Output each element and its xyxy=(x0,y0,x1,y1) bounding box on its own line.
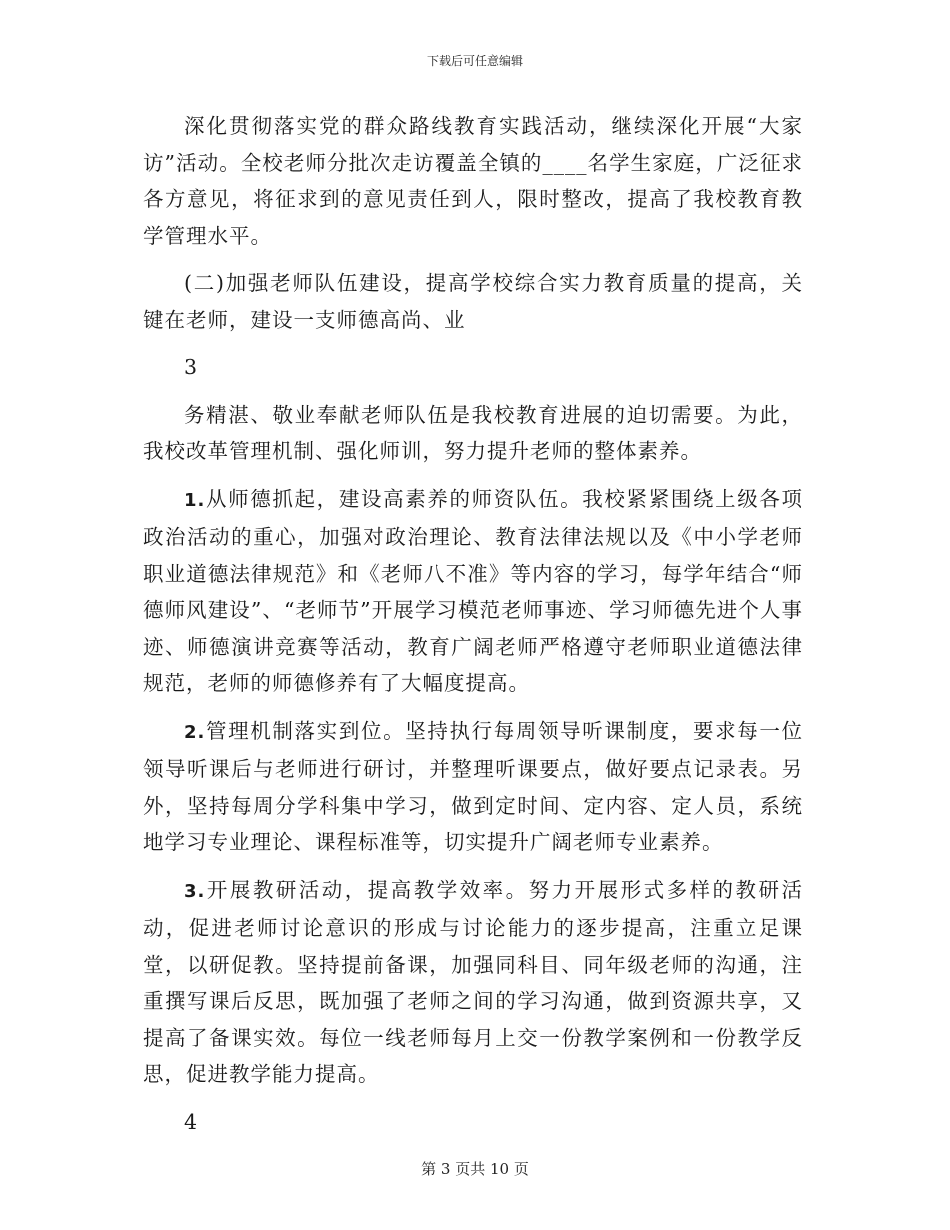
paragraph-management xyxy=(143,713,803,861)
paragraph-research xyxy=(143,872,803,1093)
paragraph-teacher-team: (二)加强老师队伍建设，提高学校综合实力教育质量的提高，关键在老师，建设一支师德高尚、业 xyxy=(143,271,803,332)
paragraph-ethics xyxy=(143,481,803,702)
item-number-1: 1. xyxy=(184,489,206,511)
page-marker-3: 3 xyxy=(184,355,199,379)
page-marker-4: 4 xyxy=(184,1109,199,1134)
page-footer: 第 3 页共 10 页 xyxy=(421,1160,529,1178)
item-number-3: 3. xyxy=(184,880,206,902)
document-body xyxy=(143,108,803,1151)
page-header: 下载后可任意编辑 xyxy=(426,54,523,68)
paragraph-reform: 务精湛、敬业奉献老师队伍是我校教育进展的迫切需要。为此，我校改革管理机制、强化师训，努力提升老师的整体素养。 xyxy=(143,402,803,463)
paragraph-ethics-text: 从师德抓起，建设高素养的师资队伍。我校紧紧围绕上级各项政治活动的重心，加强对政治理论、教育法律法规以及《中小学老师职业道德法律规范》和《老师八不准》等内容的学习，每学年结合“师德师风建设”、“老师节”开展学习模范老师事迹、学习师德先进个人事迹、师德演讲竞赛等活动，教育广阔老师严格遵守老师职业道德法律规范，老师的师德修养有了大幅度提高。 xyxy=(143,486,803,695)
paragraph-management-text: 管理机制落实到位。坚持执行每周领导听课制度，要求每一位领导听课后与老师进行研讨，并整理听课要点，做好要点记录表。另外，坚持每周分学科集中学习，做到定时间、定内容、定人员，系统地学习专业理论、课程标准等，切实提升广阔老师专业素养。 xyxy=(143,718,803,854)
paragraph-research-text: 开展教研活动，提高教学效率。努力开展形式多样的教研活动，促进老师讨论意识的形成与讨论能力的逐步提高，注重立足课堂，以研促教。坚持提前备课，加强同科目、同年级老师的沟通，注重撰写课后反思，既加强了老师之间的学习沟通，做到资源共享，又提高了备课实效。每位一线老师每月上交一份教学案例和一份教学反思，促进教学能力提高。 xyxy=(143,877,803,1086)
item-number-2: 2. xyxy=(184,721,206,743)
paragraph-visits: 深化贯彻落实党的群众路线教育实践活动，继续深化开展“大家访”活动。全校老师分批次走访覆盖全镇的____名学生家庭，广泛征求各方意见，将征求到的意见责任到人，限时整改，提高了我校教育教学管理水平。 xyxy=(143,114,803,248)
